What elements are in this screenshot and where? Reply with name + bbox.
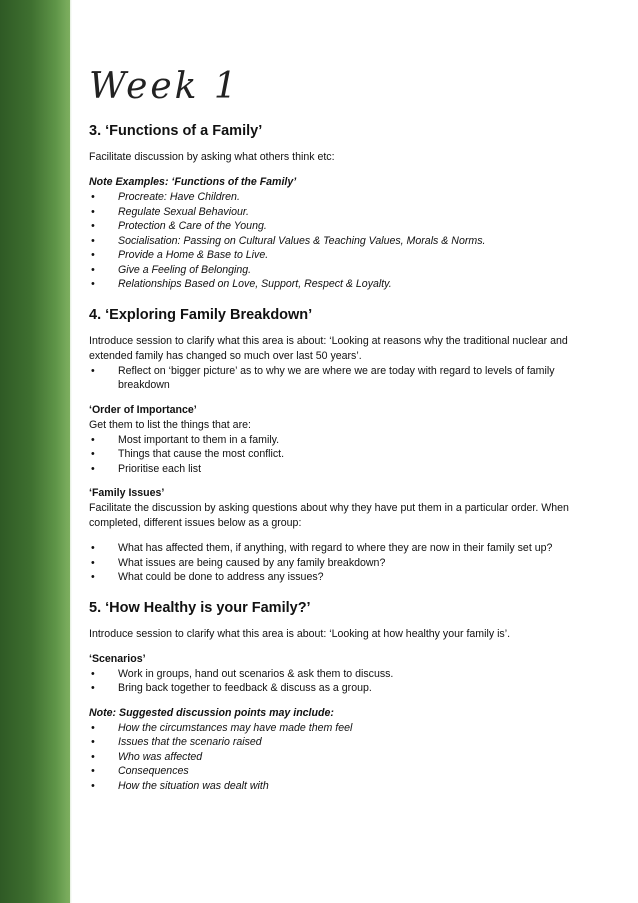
bullet-text: Relationships Based on Love, Support, Respect & Loyalty.	[118, 278, 392, 290]
bullet-item	[89, 750, 589, 765]
bullet-item	[89, 205, 589, 220]
bullet-icon: •	[91, 736, 95, 748]
bullet-item	[89, 248, 589, 263]
bullet-item	[89, 735, 589, 750]
bullet-text: Socialisation: Passing on Cultural Values & Teaching Values, Morals & Norms.	[118, 234, 486, 247]
bullet-icon: •	[91, 667, 95, 680]
bullet-text: How the circumstances may have made them feel	[118, 721, 353, 734]
bullet-icon: •	[91, 721, 95, 734]
bullet-text: What issues are being caused by any family breakdown?	[118, 556, 386, 569]
bullet-item	[89, 364, 589, 393]
bullet-icon: •	[91, 433, 95, 446]
section-3-intro: Facilitate discussion by asking what others think etc:	[89, 151, 335, 163]
bullet-item	[89, 433, 589, 448]
bullet-text: Most important to them in a family.	[118, 433, 280, 446]
bullet-item	[89, 234, 589, 249]
bullet-item	[89, 570, 589, 585]
bullet-text: Reflect on ‘bigger picture’ as to why we are where we are today with regard to levels of family breakdown	[118, 364, 555, 391]
order-heading: ‘Order of Importance’	[89, 403, 197, 416]
section-5-note-list	[89, 721, 589, 794]
bullet-icon: •	[91, 750, 95, 763]
bullet-icon: •	[91, 571, 95, 583]
bullet-icon: •	[91, 278, 95, 290]
section-3-note: Note Examples: ‘Functions of the Family’	[89, 176, 297, 188]
bullet-text: Regulate Sexual Behaviour.	[118, 205, 249, 218]
week-title: Week 1	[89, 66, 240, 107]
bullet-text: Consequences	[118, 765, 189, 777]
bullet-text: Bring back together to feedback & discuss as a group.	[118, 682, 372, 694]
bullet-icon: •	[91, 448, 95, 460]
bullet-icon: •	[91, 364, 95, 377]
section-3-heading: 3. ‘Functions of a Family’	[89, 123, 263, 139]
bullet-icon: •	[91, 263, 95, 276]
bullet-item	[89, 667, 589, 682]
bullet-text: Procreate: Have Children.	[118, 191, 240, 203]
scenarios-list	[89, 667, 589, 696]
bullet-icon: •	[91, 220, 95, 232]
bullet-icon: •	[91, 682, 95, 694]
bullet-item	[89, 541, 589, 556]
bullet-text: Prioritise each list	[118, 462, 202, 475]
sidebar-edge	[66, 0, 72, 903]
bullet-icon: •	[91, 542, 95, 554]
bullet-icon: •	[91, 556, 95, 569]
green-sidebar	[0, 0, 70, 903]
bullet-text: Who was affected	[118, 750, 203, 763]
bullet-item	[89, 219, 589, 234]
bullet-icon: •	[91, 765, 95, 777]
bullet-text: Work in groups, hand out scenarios & ask them to discuss.	[118, 667, 394, 680]
bullet-text: What could be done to address any issues?	[118, 571, 324, 583]
bullet-text: How the situation was dealt with	[118, 779, 269, 792]
bullet-icon: •	[91, 779, 95, 792]
bullet-item	[89, 779, 589, 794]
bullet-item	[89, 556, 589, 571]
section-5-heading: 5. ‘How Healthy is your Family?’	[89, 599, 311, 616]
issues-intro: Facilitate the discussion by asking questions about why they have put them in a particular order. When completed, different issues below as a group:	[89, 502, 569, 529]
document-body	[89, 64, 589, 793]
bullet-icon: •	[91, 205, 95, 218]
bullet-item	[89, 462, 589, 477]
order-list	[89, 433, 589, 477]
bullet-icon: •	[91, 462, 95, 475]
bullet-text: Give a Feeling of Belonging.	[118, 263, 252, 276]
bullet-item	[89, 277, 589, 292]
section-4-intro: Introduce session to clarify what this area is about: ‘Looking at reasons why the traditional nuclear and extended family has changed so much over last 50 years’.	[89, 334, 568, 362]
bullet-text: Things that cause the most conflict.	[118, 448, 285, 460]
section-4-heading: 4. ‘Exploring Family Breakdown’	[89, 306, 313, 323]
bullet-item	[89, 190, 589, 205]
bullet-text: Protection & Care of the Young.	[118, 220, 267, 232]
bullet-text: What has affected them, if anything, with regard to where they are now in their family set up?	[118, 542, 553, 554]
bullet-item	[89, 764, 589, 779]
section-4-intro-list	[89, 364, 589, 393]
bullet-icon: •	[91, 249, 95, 261]
section-3-list	[89, 190, 589, 292]
bullet-text: Provide a Home & Base to Live.	[118, 249, 269, 261]
bullet-item	[89, 263, 589, 278]
bullet-item	[89, 721, 589, 736]
bullet-text: Issues that the scenario raised	[118, 736, 262, 748]
section-5-note: Note: Suggested discussion points may include:	[89, 706, 334, 719]
bullet-icon: •	[91, 234, 95, 247]
section-5-intro: Introduce session to clarify what this area is about: ‘Looking at how healthy your family is’.	[89, 627, 511, 640]
bullet-item	[89, 681, 589, 696]
order-intro: Get them to list the things that are:	[89, 418, 251, 431]
bullet-item	[89, 447, 589, 462]
issues-heading: ‘Family Issues’	[89, 487, 165, 499]
bullet-icon: •	[91, 191, 95, 203]
issues-list	[89, 541, 589, 585]
scenarios-heading: ‘Scenarios’	[89, 652, 146, 665]
